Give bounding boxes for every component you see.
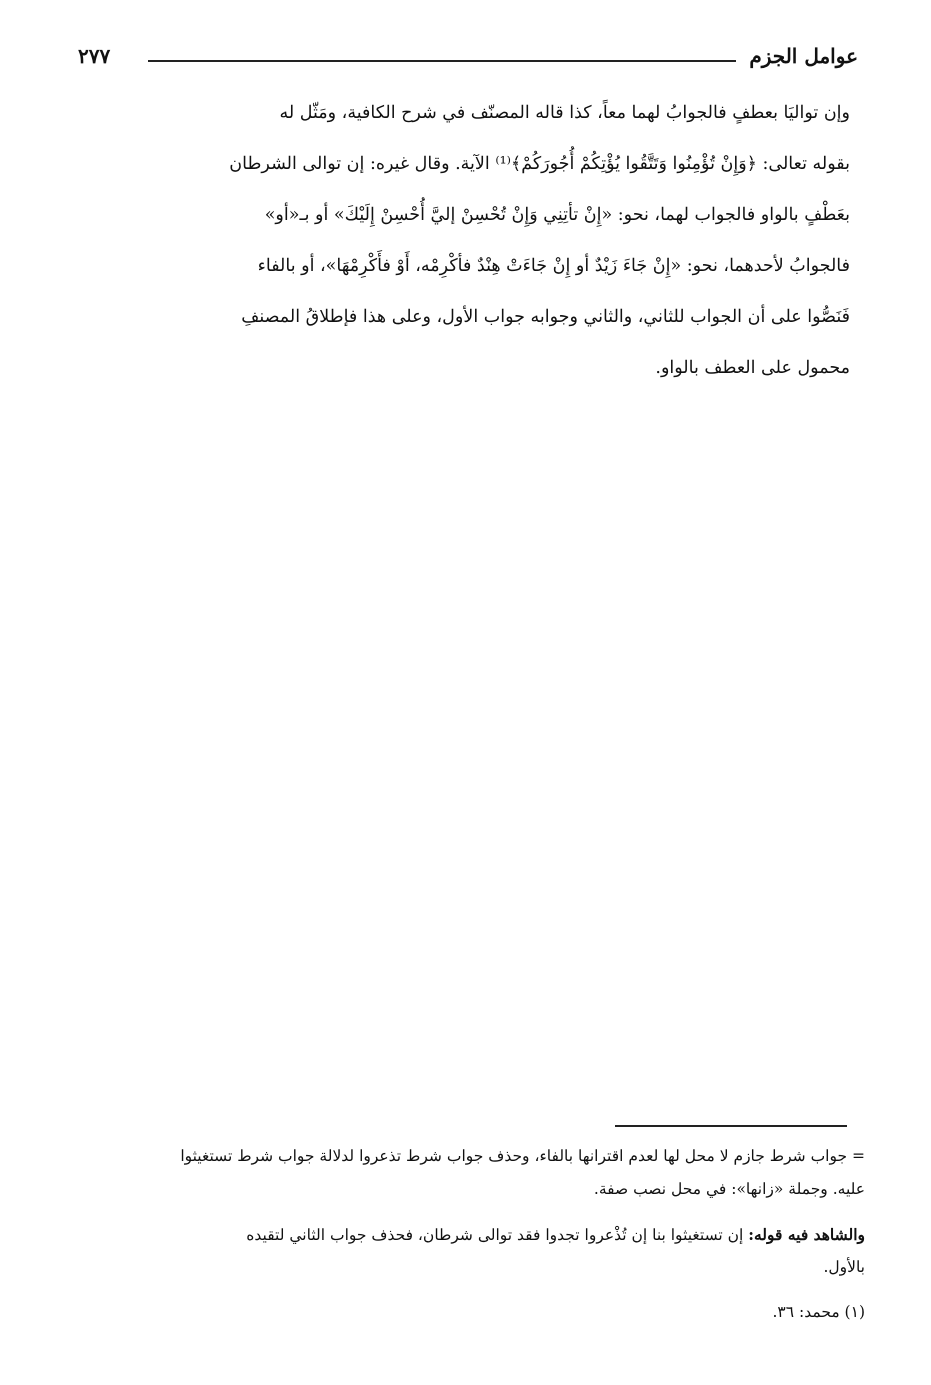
body-line: فَنَصُّوا على أن الجواب للثاني، والثاني وجوابه جواب الأول، وعلى هذا فإطلاقُ المصنفِ (241, 307, 850, 327)
footnote-shahid-line (70, 1218, 865, 1251)
footnotes (70, 1140, 865, 1329)
running-title: عوامل الجزم (749, 44, 858, 68)
body-line: فالجوابُ لأحدهما، نحو: «إِنْ جَاءَ زَيْدٌ أو إِنْ جَاءَتْ هِنْدٌ فأكْرِمْه، أَوْ فأَكْرِمْهَا»، أو بالفاء (257, 256, 850, 276)
body-line: بعَطْفٍ بالواو فالجواب لهما، نحو: «إِنْ تأتِنِي وَإِنْ تُحْسِنْ إليَّ أُحْسِنْ إِلَيْكَ» أو بـ«أو» (264, 205, 850, 225)
footnote-gap (70, 1206, 865, 1218)
shahid-lead: والشاهد فيه قوله: (748, 1225, 865, 1244)
footnote-gap (70, 1284, 865, 1296)
body-line: محمول على العطف بالواو. (655, 358, 850, 378)
body-text (75, 88, 850, 394)
shahid-text: إن تستغيثوا بنا إن تُذْعروا تجدوا فقد توالى شرطان، فحذف جواب الثاني لتقيده (246, 1226, 749, 1244)
body-line: بقوله تعالى: ﴿وَإِنْ تُؤْمِنُوا وَتَتَّقُوا يُؤْتِكُمْ أُجُورَكُمْ﴾⁽¹⁾ الآية. وقال غيره: إن توالى الشرطان (229, 154, 850, 174)
page-number: ٢٧٧ (78, 44, 111, 68)
footnote-line: عليه. وجملة «زانها»: في محل نصب صفة. (593, 1180, 865, 1198)
footnote-separator (615, 1125, 847, 1127)
body-line: وإن تواليَا بعطفٍ فالجوابُ لهما معاً، كذا قاله المصنّف في شرح الكافية، ومَثّل له (279, 103, 850, 123)
footnote-line: بالأول. (823, 1258, 865, 1276)
footnote-line: = جواب شرط جازم لا محل لها لعدم اقترانها بالفاء، وحذف جواب شرط تذعروا لدلالة جواب شرط تستغيثوا (180, 1147, 865, 1165)
header-rule (148, 60, 736, 62)
footnote-1: (١) محمد: ٣٦. (772, 1303, 865, 1321)
page-header (78, 38, 858, 78)
